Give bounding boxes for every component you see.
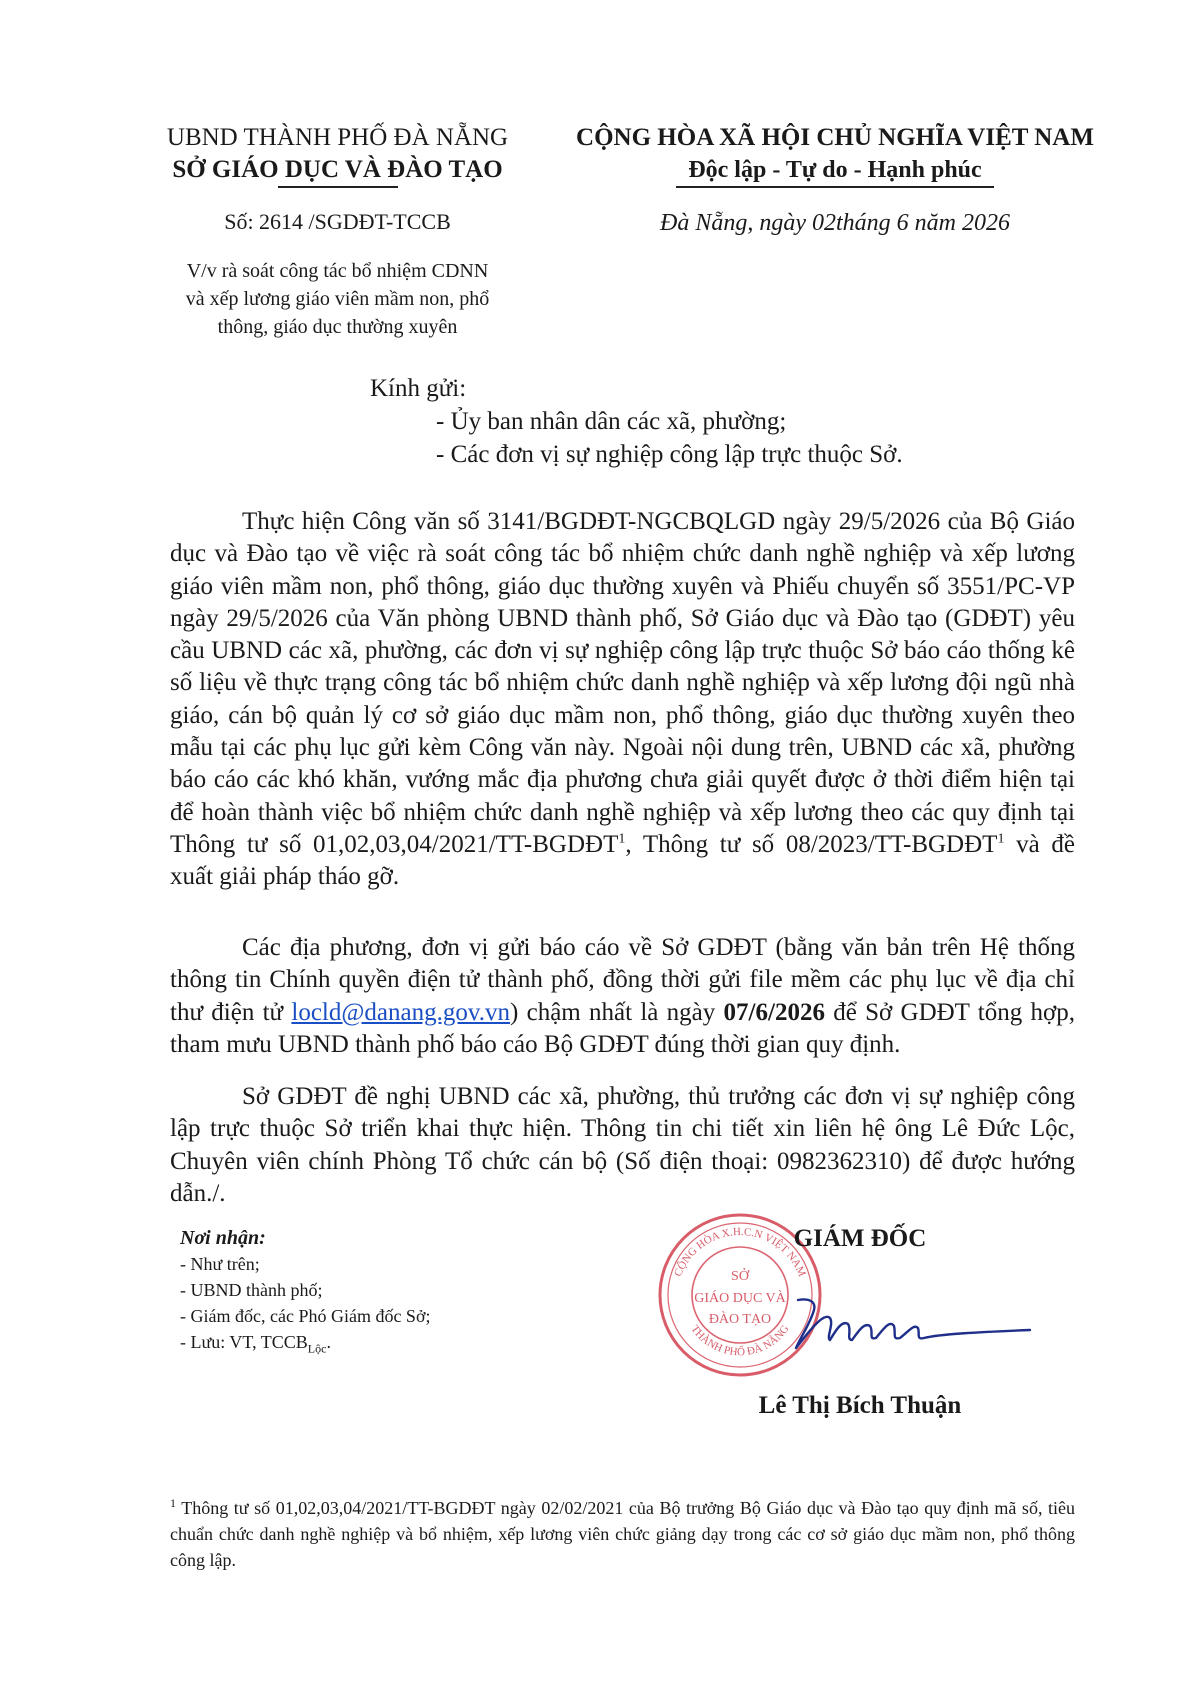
body-paragraph-1 <box>170 506 1075 894</box>
subject-line: V/v rà soát công tác bổ nhiệm CDNN <box>186 260 489 282</box>
distribution-item <box>180 1329 600 1362</box>
subject-line: và xếp lương giáo viên mầm non, phổ <box>185 288 490 310</box>
distribution-item-end: . <box>326 1332 331 1352</box>
paragraph-text: Thực hiện Công văn số 3141/BGDĐT-NGCBQLGD ngày 29/5/2026 của Bộ Giáo dục và Đào tạo về việc rà soát công tác bổ nhiệm chức danh nghề nghiệp và xếp lương giáo viên mầm non, phổ thông, giáo dục thường xuyên và Phiếu chuyển số 3551/PC-VP ngày 29/5/2026 của Văn phòng UBND thành phố, Sở Giáo dục và Đào tạo (GDĐT) yêu cầu UBND các xã, phường, các đơn vị sự nghiệp công lập trực thuộc Sở báo cáo thống kê số liệu về thực trạng công tác bổ nhiệm chức danh nghề nghiệp và xếp lương đội ngũ nhà giáo, cán bộ quản lý cơ sở giáo dục mầm non, phổ thông, giáo dục thường xuyên theo mẫu tại các phụ lục gửi kèm Công văn này. Ngoài nội dung trên, UBND các xã, phường báo cáo các khó khăn, vướng mắc địa phương chưa giải quyết được ở thời điểm hiện tại để hoàn thành việc bổ nhiệm chức danh nghề nghiệp và xếp lương theo các quy định tại Thông tư số 01,02,03,04/2021/TT-BGDĐT <box>170 508 1075 858</box>
signer-name: Lê Thị Bích Thuận <box>758 1392 962 1419</box>
signer-title: GIÁM ĐỐC <box>793 1225 927 1252</box>
footnote-ref: 1 <box>997 831 1005 847</box>
distribution-item: - Giám đốc, các Phó Giám đốc Sở; <box>180 1306 431 1326</box>
footnote-marker: 1 <box>170 1496 176 1510</box>
footnote-ref: 1 <box>618 831 626 847</box>
distribution-item-sub: Lộc <box>307 1341 327 1356</box>
distribution-title: Nơi nhận: <box>180 1227 266 1249</box>
handwritten-signature <box>790 1290 1040 1360</box>
national-header <box>555 122 1115 188</box>
national-motto: Độc lập - Tự do - Hạnh phúc <box>688 157 982 183</box>
paragraph-text: để Sở GDĐT tổng hợp, tham mưu UBND thành phố báo cáo Bộ GDĐT đúng thời gian quy định. <box>170 998 1075 1058</box>
document-subject <box>140 257 535 341</box>
paragraph-text: , Thông tư số 08/2023/TT-BGDĐT <box>625 830 998 858</box>
paragraph-text: Các địa phương, đơn vị gửi báo cáo về Sở GDĐT (bằng văn bản trên Hệ thống thông tin Chính quyền điện tử thành phố, đồng thời gửi file mềm các phụ lục về địa chỉ thư điện tử <box>170 934 1075 1026</box>
paragraph-text: ) chậm nhất là ngày <box>509 998 724 1026</box>
svg-text:CỘNG HÒA X.H.C.N VIỆT NAM: CỘNG HÒA X.H.C.N VIỆT NAM <box>672 1225 808 1279</box>
motto-underline <box>676 186 994 188</box>
place-date: Đà Nẵng, ngày 02tháng 6 năm 2026 <box>660 210 1010 236</box>
national-title: CỘNG HÒA XÃ HỘI CHỦ NGHĨA VIỆT NAM <box>576 124 1094 151</box>
subject-line: thông, giáo dục thường xuyên <box>217 316 458 338</box>
footnote-text: Thông tư số 01,02,03,04/2021/TT-BGDĐT ngày 02/02/2021 của Bộ trưởng Bộ Giáo dục và Đào tạo quy định mã số, tiêu chuẩn chức danh nghề nghiệp và bổ nhiệm, xếp lương viên chức giảng dạy trong các cơ sở giáo dục mầm non, phổ thông công lập. <box>170 1498 1075 1570</box>
svg-text:GIÁO DỤC VÀ: GIÁO DỤC VÀ <box>694 1291 786 1306</box>
footnote <box>170 1495 1075 1573</box>
distribution-list <box>180 1225 600 1362</box>
svg-text:ĐÀO TẠO: ĐÀO TẠO <box>708 1312 772 1327</box>
paragraph-text: và đề xuất giải pháp tháo gỡ. <box>170 830 1075 891</box>
deadline-date: 07/6/2026 <box>723 998 825 1026</box>
agency-name-line2: SỞ GIÁO DỤC VÀ ĐÀO TẠO <box>172 156 503 183</box>
recipients-block <box>370 372 1090 471</box>
body-paragraph-2 <box>170 932 1075 1061</box>
distribution-item: - UBND thành phố; <box>180 1280 323 1300</box>
svg-text:SỞ: SỞ <box>731 1269 749 1284</box>
agency-name-line1: UBND THÀNH PHỐ ĐÀ NẴNG <box>166 124 509 151</box>
distribution-item: - Như trên; <box>180 1254 260 1274</box>
greeting: Kính gửi: <box>370 375 467 402</box>
distribution-item-text: - Lưu: VT, TCCB <box>180 1332 308 1352</box>
recipient-item: - Ủy ban nhân dân các xã, phường; <box>436 408 787 435</box>
email-link[interactable]: locld@danang.gov.vn <box>291 998 510 1026</box>
svg-text:THÀNH PHỐ ĐÀ NẴNG: THÀNH PHỐ ĐÀ NẴNG <box>688 1323 792 1359</box>
document-number: Số: 2614 /SGDĐT-TCCB <box>224 209 451 234</box>
issuing-agency-block <box>140 122 535 188</box>
recipient-item: - Các đơn vị sự nghiệp công lập trực thuộc Sở. <box>436 441 903 468</box>
body-paragraph-3: Sở GDĐT đề nghị UBND các xã, phường, thủ trưởng các đơn vị sự nghiệp công lập trực thuộc Sở triển khai thực hiện. Thông tin chi tiết xin liên hệ ông Lê Đức Lộc, Chuyên viên chính Phòng Tổ chức cán bộ (Số điện thoại: 0982362310) để được hướng dẫn./. <box>170 1083 1075 1207</box>
agency-underline <box>278 186 398 188</box>
